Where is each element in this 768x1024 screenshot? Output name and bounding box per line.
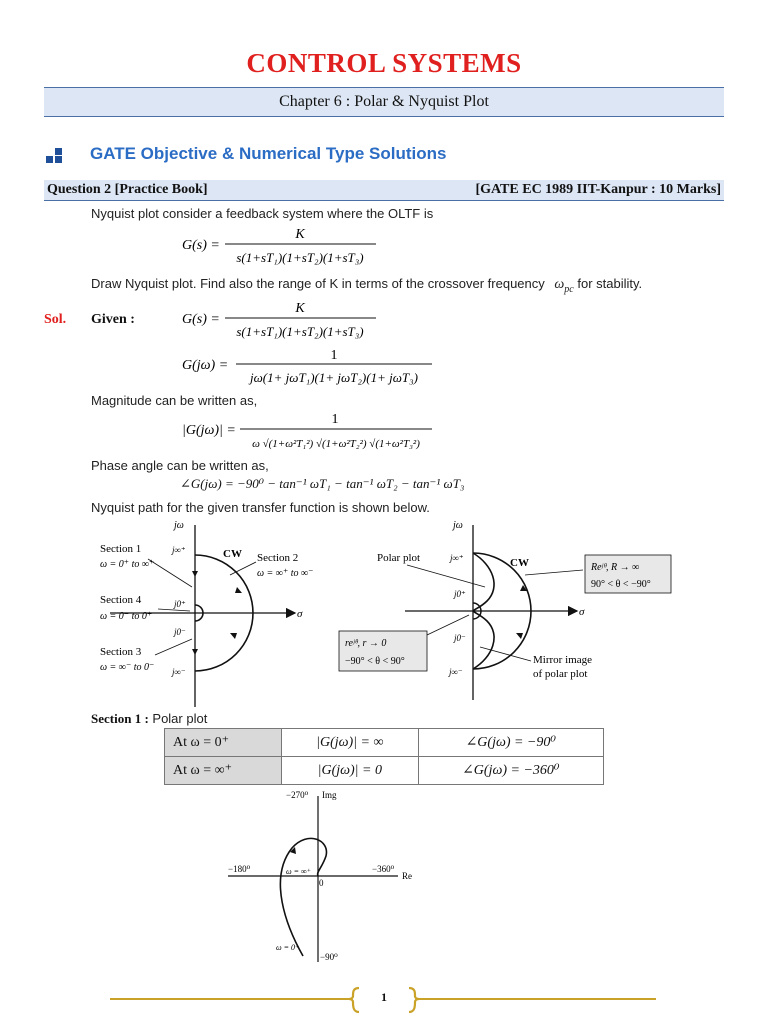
section1-range: ω = 0⁺ to ∞⁺ <box>100 559 155 570</box>
table-row <box>165 729 604 757</box>
left-label: −180⁰ <box>228 864 251 874</box>
jinf-plus-label: j∞⁺ <box>172 545 186 555</box>
question-source: [GATE EC 1989 IIT-Kanpur : 10 Marks] <box>475 182 721 197</box>
bottom-label: −90⁰ <box>320 952 338 962</box>
equation-phase: ∠G(jω) = −90⁰ − tan⁻¹ ωT₁ − tan⁻¹ ωT₂ − tan⁻¹ ωT₃ <box>180 476 465 491</box>
row-phase: ∠G(jω) = −90⁰ <box>418 729 603 757</box>
section1-label-rest: Polar plot <box>148 711 208 726</box>
phase-text: Phase angle can be written as, <box>91 458 269 473</box>
page-title: CONTROL SYSTEMS <box>246 48 522 78</box>
section3-range: ω = ∞⁻ to 0⁻ <box>100 662 155 673</box>
mag-den: ω √(1+ω²T₁²) √(1+ω²T₂²) √(1+ω²T₃²) <box>252 438 420 450</box>
pointer-big-box <box>525 570 583 575</box>
question-label: Question 2 [Practice Book] <box>47 182 208 197</box>
row-mag: |G(jω)| = 0 <box>282 757 419 785</box>
img-label: Img <box>322 790 337 800</box>
section2-range: ω = ∞⁺ to ∞⁻ <box>257 568 314 579</box>
for-stability: for stability. <box>577 276 643 291</box>
polar-plot-label: Polar plot <box>377 552 421 564</box>
nyquist-path-diagram <box>90 515 350 713</box>
equation-gs-2 <box>180 296 400 346</box>
right-label: −360⁰ <box>372 864 395 874</box>
origin-label: 0 <box>319 878 324 888</box>
jinf-minus-label-2: j∞⁻ <box>449 667 463 677</box>
cw-label: CW <box>223 548 242 560</box>
chapter-bar: Chapter 6 : Polar & Nyquist Plot <box>44 87 724 117</box>
section1-heading <box>91 711 207 727</box>
draw-text: Draw Nyquist plot. Find also the range of K in terms of the crossover frequency <box>91 276 545 291</box>
omega-zero-label: ω = 0⁺ <box>276 943 300 952</box>
gs-den-2: s(1+sT₁)(1+sT₂)(1+sT₃) <box>236 324 364 339</box>
pointer-section1 <box>148 559 192 587</box>
sol-label: Sol. <box>44 312 67 327</box>
top-label: −270⁰ <box>286 790 309 800</box>
cw-label-2: CW <box>510 557 529 569</box>
pointer-small-box <box>427 615 469 635</box>
jw-label: jω <box>174 520 184 531</box>
section-heading: GATE Objective & Numerical Type Solutions <box>90 144 447 163</box>
big-box-line2: 90° < θ < −90° <box>591 579 651 590</box>
question-bar <box>44 180 724 201</box>
row-phase: ∠G(jω) = −360⁰ <box>418 757 603 785</box>
gs-den: s(1+sT₁)(1+sT₂)(1+sT₃) <box>236 250 364 265</box>
jw-label-2: jω <box>453 520 463 531</box>
polar-curve <box>473 553 494 611</box>
section2-label: Section 2 <box>257 552 299 564</box>
row-at: At ω = ∞⁺ <box>165 757 282 785</box>
row-mag: |G(jω)| = ∞ <box>282 729 419 757</box>
equation-magnitude <box>180 408 440 456</box>
j0-minus-label: j0⁻ <box>174 627 186 637</box>
sigma-label: σ <box>297 608 303 620</box>
problem-draw <box>91 276 642 295</box>
omega-pc: $\omega_{pc}$ <box>554 277 574 295</box>
omega-inf-label: ω = ∞⁺ <box>286 867 311 876</box>
sigma-label-2: σ <box>579 606 585 618</box>
j0-minus-label-2: j0⁻ <box>454 633 466 643</box>
section-bullet-icon <box>46 148 64 164</box>
section4-range: ω = 0⁻ to 0⁺ <box>100 611 153 622</box>
jinf-plus-label-2: j∞⁺ <box>450 553 464 563</box>
section1-label: Section 1 <box>100 543 142 555</box>
small-box-line1: reʲᶿ, r → 0 <box>345 638 387 649</box>
pointer-section4 <box>158 609 190 611</box>
equation-gjw <box>180 343 440 391</box>
nyquist-text: Nyquist path for the given transfer function is shown below. <box>91 500 430 515</box>
jinf-minus-label: j∞⁻ <box>172 667 186 677</box>
re-label: Re <box>402 871 412 881</box>
small-box-line2: −90° < θ < 90° <box>345 656 405 667</box>
gs-num-2: K <box>295 301 305 316</box>
gjw-den: jω(1+ jωT₁)(1+ jωT₂)(1+ jωT₃) <box>250 370 418 385</box>
problem-intro: Nyquist plot consider a feedback system where the OLTF is <box>91 206 434 221</box>
mag-lhs: |G(jω)| = <box>182 423 236 438</box>
nyquist-plot-diagram <box>335 515 680 713</box>
mag-num: 1 <box>331 412 339 427</box>
polar-curve-sketch <box>280 838 326 956</box>
table-row <box>165 757 604 785</box>
gs-lhs-2: G(s) = <box>182 312 220 327</box>
section1-label-bold: Section 1 : <box>91 711 149 726</box>
page-number: 1 <box>381 990 387 1004</box>
pointer-section3 <box>155 639 192 655</box>
gs-num: K <box>295 227 305 242</box>
polar-plot-sketch <box>220 786 420 968</box>
pointer-section2 <box>230 562 256 575</box>
equation-gs-1 <box>180 222 400 272</box>
row-at: At ω = 0⁺ <box>165 729 282 757</box>
section3-label: Section 3 <box>100 646 142 658</box>
mirror-line1: Mirror image <box>533 654 592 666</box>
gjw-num: 1 <box>330 348 338 363</box>
gjw-lhs: G(jω) = <box>182 358 229 373</box>
mirror-line2: of polar plot <box>533 668 588 680</box>
j0-plus-label: j0⁺ <box>174 599 186 609</box>
given-label: Given : <box>91 312 135 327</box>
polar-table <box>164 728 604 785</box>
mirror-curve <box>473 611 494 669</box>
section4-label: Section 4 <box>100 594 142 606</box>
gs-lhs: G(s) = <box>182 238 220 253</box>
j0-plus-label-2: j0⁺ <box>454 589 466 599</box>
big-box-line1: Reʲᶿ, R → ∞ <box>591 562 640 573</box>
magnitude-text: Magnitude can be written as, <box>91 393 258 408</box>
